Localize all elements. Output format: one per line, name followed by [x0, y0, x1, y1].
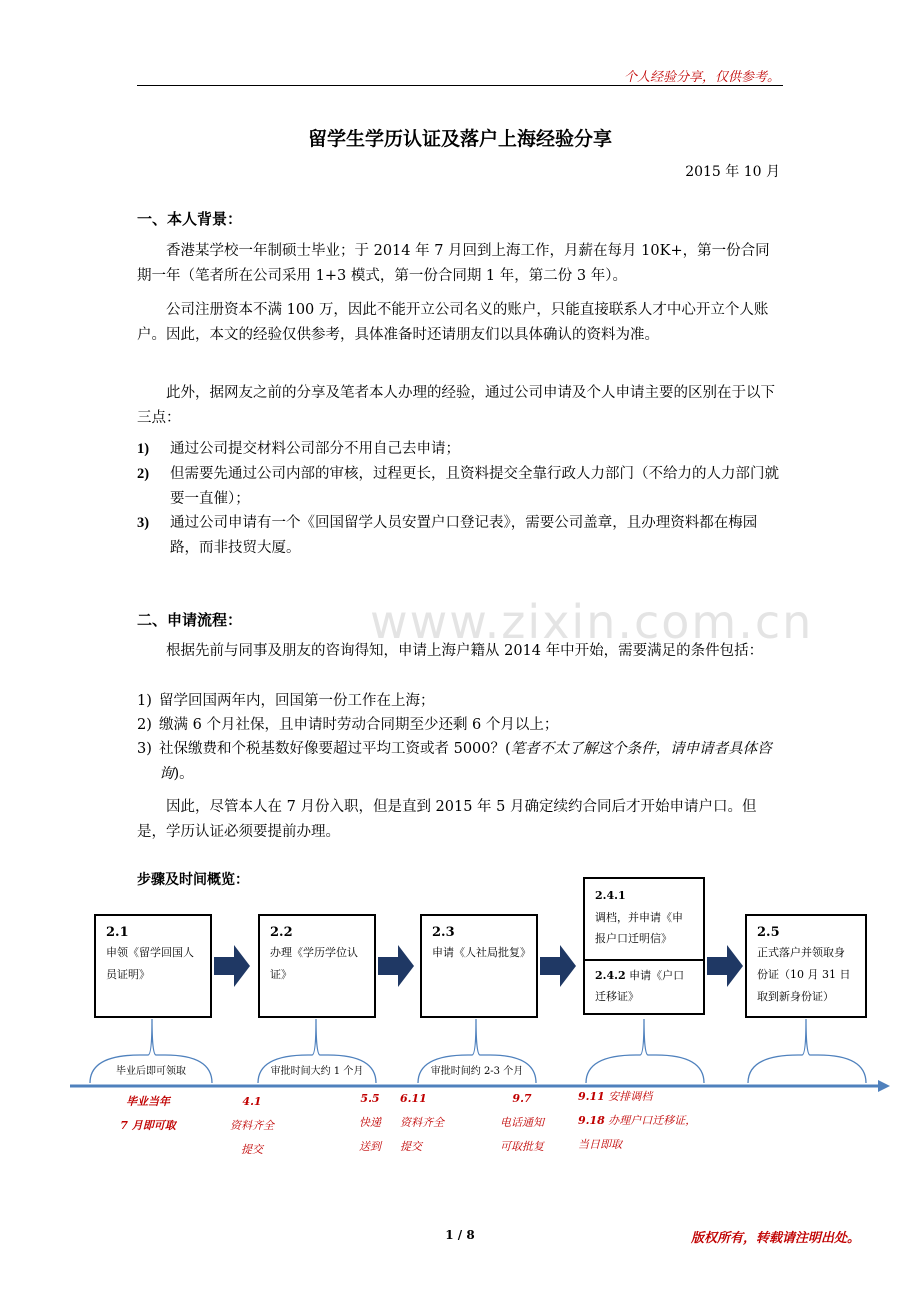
timeline-desc: 办理户口迁移证， — [608, 1114, 697, 1127]
timeline-date: 9.18 — [578, 1114, 605, 1127]
timeline-arrowhead — [878, 1080, 890, 1092]
list-text: 但需要先通过公司内部的审核，过程更长，且资料提交全靠行政人力部门（不给力的人力部门就要一直催）； — [170, 466, 779, 507]
section1-paragraph: 香港某学校一年制硕士毕业；于 2014 年 7 月回到上海工作，月薪在每月 10K+，第一份合同期一年（笔者所在公司采用 1+3 模式，第一份合同期 1 年，第二份 3 年）。 — [137, 243, 770, 284]
condition-text — [159, 737, 783, 787]
timeline-desc: 提交 — [400, 1140, 422, 1153]
step-box-2-5 — [745, 914, 867, 1018]
condition-number: 1) — [137, 693, 152, 709]
list-item — [137, 437, 783, 462]
timeline-desc: 安排调档 — [608, 1090, 653, 1103]
list-number: 3) — [137, 515, 150, 531]
timeline-desc: 送到 — [359, 1140, 381, 1153]
arrow-right-icon — [705, 943, 745, 989]
step-text: 办理《学历学位认证》 — [270, 946, 358, 981]
timeline-label — [400, 1087, 460, 1159]
section2-intro: 根据先前与同事及朋友的咨询得知，申请上海户籍从 2014 年中开始，需要满足的条件包括： — [166, 643, 764, 659]
step-id: 2.4.2 — [595, 969, 626, 982]
step-box-2-4-1 — [585, 883, 703, 961]
timeline-label — [578, 1085, 748, 1157]
condition-item — [137, 737, 783, 787]
step-text: 调档，并申请《申报户口迁明信》 — [595, 911, 683, 945]
step-id: 2.1 — [106, 925, 129, 940]
condition-text: 缴满 6 个月社保，且申请时劳动合同期至少还剩 6 个月以上； — [159, 717, 559, 733]
step-text: 正式落户并领取身份证（10 月 31 日取到新身份证） — [757, 946, 851, 1003]
copyright-note: 版权所有，转载请注明出处。 — [690, 1231, 860, 1246]
step-text: 申领《留学回国人员证明》 — [106, 946, 194, 981]
step-id: 2.4.1 — [595, 889, 626, 902]
timeline-label — [108, 1090, 188, 1138]
list-text: 通过公司提交材料公司部分不用自己去申请； — [170, 441, 460, 457]
list-item — [137, 462, 783, 512]
document-title: 留学生学历认证及落户上海经验分享 — [307, 128, 612, 150]
step-box-2-4-2 — [585, 963, 703, 1013]
overview-heading: 步骤及时间概览： — [137, 872, 249, 888]
timeline-date: 毕业当年 — [126, 1095, 170, 1108]
timeline-date: 6.11 — [400, 1092, 427, 1105]
step-text: 申请《人社局批复》 — [432, 946, 531, 959]
condition-number: 3) — [137, 741, 152, 757]
condition-tail: )。 — [173, 766, 194, 782]
timeline-desc: 当日即取 — [578, 1138, 622, 1151]
timeline-desc: 可取批复 — [500, 1140, 544, 1153]
timeline-date: 4.1 — [242, 1095, 262, 1108]
section1-paragraph: 此外，据网友之前的分享及笔者本人办理的经验，通过公司申请及个人申请主要的区别在于以下三点： — [137, 385, 775, 426]
timeline-desc: 快递 — [359, 1116, 381, 1129]
arrow-right-icon — [212, 943, 252, 989]
timeline-desc: 电话通知 — [500, 1116, 544, 1129]
list-text: 通过公司申请有一个《回国留学人员安置户口登记表》，需要公司盖章，且办理资料都在梅园路，而非技贸大厦。 — [170, 515, 758, 556]
section1-heading: 一、本人背景： — [137, 210, 243, 228]
step-text: 申请《户口迁移证》 — [595, 969, 685, 1003]
step-box-2-1 — [94, 914, 212, 1018]
section1-paragraph: 公司注册资本不满 100 万，因此不能开立公司名义的账户，只能直接联系人才中心开立个人账户。因此，本文的经验仅供参考，具体准备时还请朋友们以具体确认的资料为准。 — [137, 302, 769, 343]
condition-item — [137, 713, 783, 738]
timeline-date: 5.5 — [360, 1092, 380, 1105]
step-box-2-4 — [583, 877, 705, 1015]
condition-text: 留学回国两年内，回国第一份工作在上海； — [159, 693, 435, 709]
page-number: 1 / 8 — [445, 1228, 475, 1242]
list-item — [137, 511, 783, 561]
condition-item — [137, 689, 783, 714]
section2-closing: 因此，尽管本人在 7 月份入职，但是直到 2015 年 5 月确定续约合同后才开始申请户口。但是，学历认证必须要提前办理。 — [137, 799, 757, 840]
timeline-desc: 提交 — [241, 1143, 263, 1156]
timeline-label — [352, 1087, 388, 1159]
step-id: 2.2 — [270, 925, 293, 940]
condition-text-main: 社保缴费和个税基数好像要超过平均工资或者 5000？( — [159, 741, 511, 757]
condition-note: 笔者不太了解这个条件，请申请者具体咨询 — [159, 741, 772, 782]
brace — [748, 1019, 866, 1083]
condition-number: 2) — [137, 717, 152, 733]
brace — [586, 1019, 704, 1083]
list-number: 1) — [137, 441, 150, 457]
bracket-label: 审批时间大约 1 个月 — [270, 1066, 364, 1077]
header-note: 个人经验分享，仅供参考。 — [623, 70, 780, 85]
step-id: 2.5 — [757, 925, 780, 940]
timeline-label — [222, 1090, 282, 1162]
watermark: www.zixin.com.cn — [370, 595, 814, 649]
document-date: 2015 年 10 月 — [685, 164, 780, 180]
step-id: 2.3 — [432, 925, 455, 940]
bracket-label: 审批时间约 2-3 个月 — [430, 1066, 524, 1077]
step-box-2-2 — [258, 914, 376, 1018]
step-line — [595, 965, 693, 1007]
header-rule — [137, 85, 783, 86]
bracket-label: 毕业后即可领取 — [116, 1066, 186, 1077]
section2-heading: 二、申请流程： — [137, 611, 243, 629]
timeline-label — [492, 1087, 552, 1159]
timeline-date: 9.11 — [578, 1090, 605, 1103]
timeline-desc: 资料齐全 — [400, 1116, 444, 1129]
step-box-2-3 — [420, 914, 538, 1018]
arrow-right-icon — [376, 943, 416, 989]
timeline-desc: 资料齐全 — [230, 1119, 274, 1132]
timeline-desc: 7 月即可取 — [120, 1119, 176, 1132]
timeline-date: 9.7 — [512, 1092, 532, 1105]
arrow-right-icon — [538, 943, 578, 989]
list-number: 2) — [137, 466, 150, 482]
